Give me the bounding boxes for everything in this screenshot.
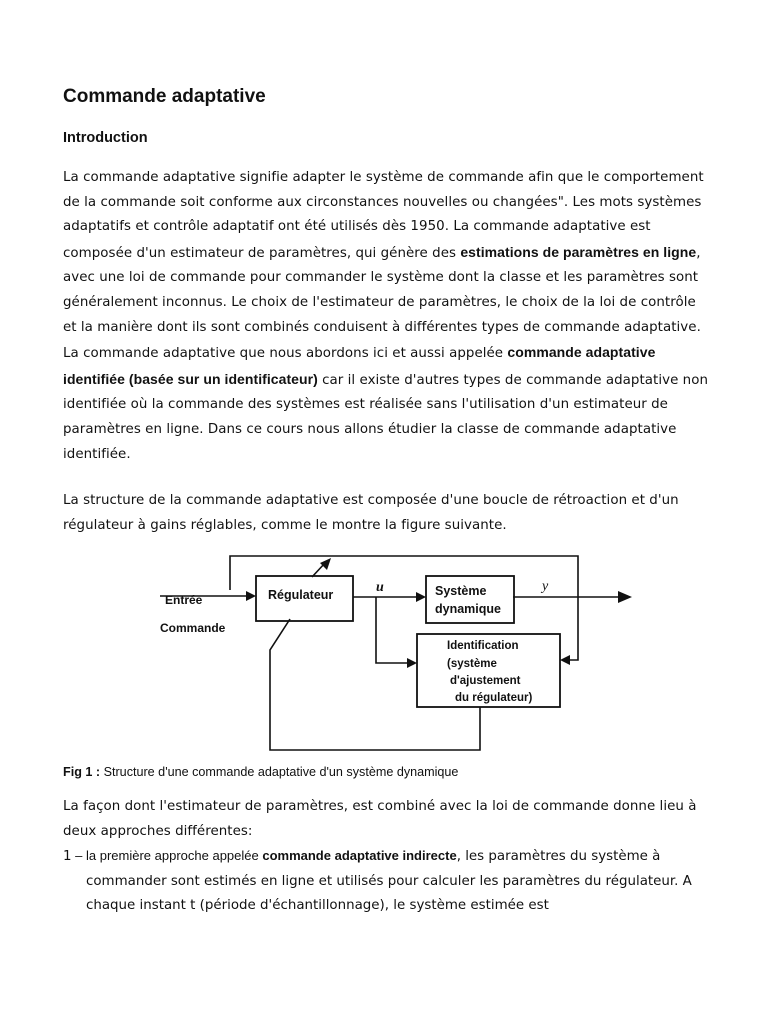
section-heading: Introduction <box>63 130 148 146</box>
feedback-line-bottom <box>270 619 480 750</box>
intro-bold-2: commande adaptative identifiée (basée sur un identificateur) <box>63 344 656 387</box>
approaches-paragraph: La façon dont l'estimateur de paramètres, est combiné avec la loi de commande donne lieu à deux approches différentes: <box>63 799 697 839</box>
figure-caption <box>63 765 458 779</box>
arrowhead-adjust <box>320 558 331 570</box>
caption-label: Fig 1 : <box>63 765 101 779</box>
list-item-text: , les paramètres du système à commander sont estimés en ligne et utilisés pour calculer les paramètres du régulateur. A chaque instant t (période d'échantillonnage), le système estimée est <box>86 849 692 914</box>
signal-u-label: u <box>376 580 384 595</box>
structure-paragraph: La structure de la commande adaptative est composée d'une boucle de rétroaction et d'un régulateur à gains réglables, comme le montre la figure suivante. <box>63 493 679 533</box>
system-label-1: Système <box>435 584 487 598</box>
u-to-identification <box>376 597 408 663</box>
list-item-lead: la première approche appelée <box>86 848 263 863</box>
input-label: Entrée <box>165 593 203 607</box>
intro-text-1: La commande adaptative signifie adapter le système de commande afin que le comportement de la commande soit conforme aux circonstances nouvelles ou changées". Les mots systèmes adaptatifs et contrôle adaptatif ont été utilisés dès 1950. La commande adaptative est composée d'un estimateur de paramètres, qui génère des <box>63 170 704 261</box>
approaches-list <box>63 844 711 919</box>
intro-text-3: car il existe d'autres types de commande adaptative non identifiée où la commande des systèmes est réalisée sans l'utilisation d'un estimateur de paramètres en ligne. Dans ce cours nous allons étudier la classe de commande adaptative identifiée. <box>63 372 708 462</box>
id-label-3: d'ajustement <box>450 675 521 687</box>
arrowhead-y <box>618 591 632 603</box>
list-item-bold: commande adaptative indirecte <box>262 848 457 863</box>
system-label-2: dynamique <box>435 602 501 616</box>
feedback-line-top <box>230 556 578 660</box>
id-label-1: Identification <box>447 640 519 652</box>
list-item-dash: – <box>71 848 86 863</box>
command-label: Commande <box>160 621 226 635</box>
intro-text-2: , avec une loi de commande pour commander le système dont la classe et les paramètres sont généralement inconnus. Le choix de l'estimateur de paramètres, le choix de la loi de contrôle et la manière dont ils sont combinés conduisent à différentes types de commande adaptative. La commande adaptative que nous abordons ici et aussi appelée <box>63 245 701 362</box>
arrowhead-y-ident <box>560 655 570 665</box>
signal-y-label: y <box>542 579 549 594</box>
list-item-number: 1 <box>63 849 72 864</box>
arrowhead-u <box>416 592 426 602</box>
arrowhead-input <box>246 591 256 601</box>
page-title: Commande adaptative <box>63 86 266 107</box>
caption-text: Structure d'une commande adaptative d'un système dynamique <box>100 765 459 779</box>
intro-bold-1: estimations de paramètres en ligne <box>460 243 697 260</box>
arrowhead-u-ident <box>407 658 417 668</box>
list-item <box>63 844 711 919</box>
id-label-2: (système <box>447 658 497 670</box>
regulator-label: Régulateur <box>268 588 334 602</box>
id-label-4: du régulateur) <box>455 692 533 704</box>
